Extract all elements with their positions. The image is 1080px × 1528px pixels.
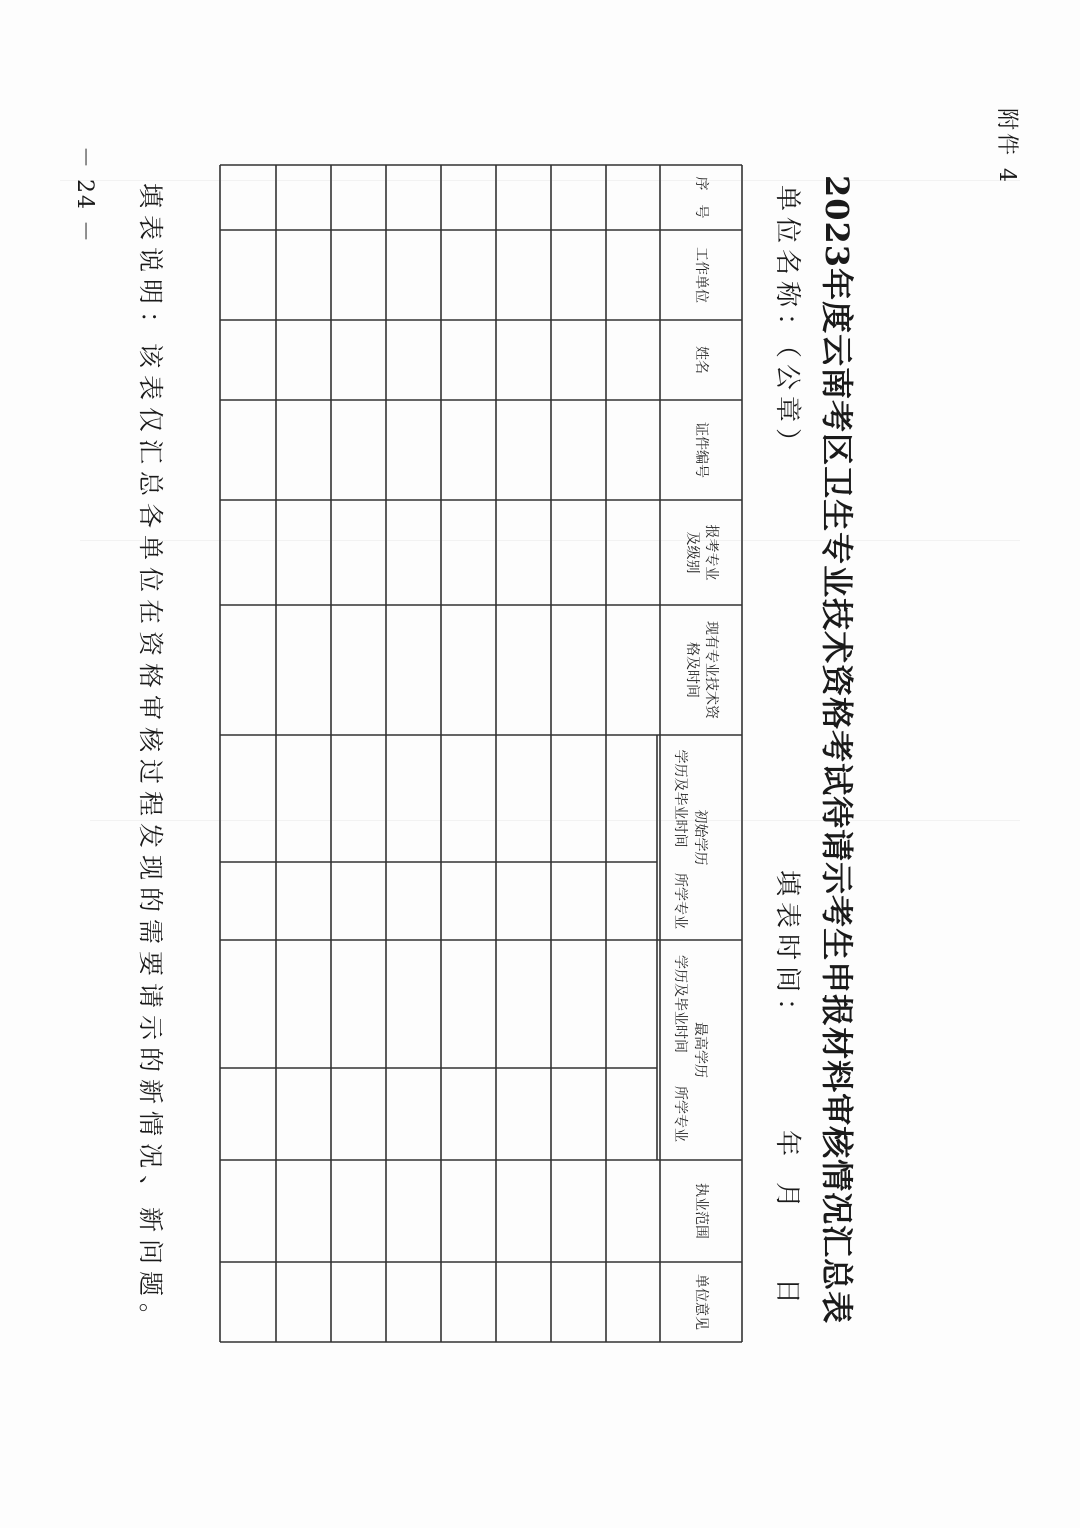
fill-instructions-note: 填表说明：该表仅汇总各单位在资格审核过程发现的需要请示的新情况、新问题。 (136, 183, 165, 1336)
header-exam-major-level: 报考专业及级别 (684, 524, 719, 581)
day-label: 日 (772, 1278, 802, 1305)
header-highest-edu-time: 学历及毕业时间 (672, 955, 689, 1053)
unit-name-label: 单位名称：（公章） (772, 185, 802, 461)
header-highest-education: 最高学历 (691, 1022, 708, 1078)
scan-artifact (60, 180, 1020, 181)
fill-time-label: 填表时间： (772, 870, 802, 1031)
header-name: 姓名 (693, 346, 710, 374)
document-title: 2023年度云南考区卫生专业技术资格考试待请示考生申报材料审核情况汇总表 (818, 175, 856, 1325)
header-initial-edu-time: 学历及毕业时间 (672, 749, 689, 848)
header-initial-education: 初始学历 (691, 809, 708, 866)
page-number: － 24 － (72, 146, 97, 244)
header-unit-opinion: 单位意见 (693, 1274, 710, 1330)
year-label: 年 (772, 1130, 802, 1157)
scan-artifact (90, 820, 1020, 821)
header-highest-major: 所学专业 (672, 1086, 689, 1142)
header-seq: 序 号 (693, 176, 710, 219)
header-practice-scope: 执业范围 (693, 1183, 710, 1239)
header-work-unit: 工作单位 (693, 247, 710, 303)
month-label: 月 (772, 1182, 802, 1209)
attachment-label: 附件 4 (994, 108, 1019, 185)
header-id-number: 证件编号 (693, 422, 710, 478)
scan-artifact (80, 540, 1020, 541)
header-current-qualification: 现有专业技术资格及时间 (684, 621, 719, 719)
header-initial-major: 所学专业 (672, 873, 689, 929)
